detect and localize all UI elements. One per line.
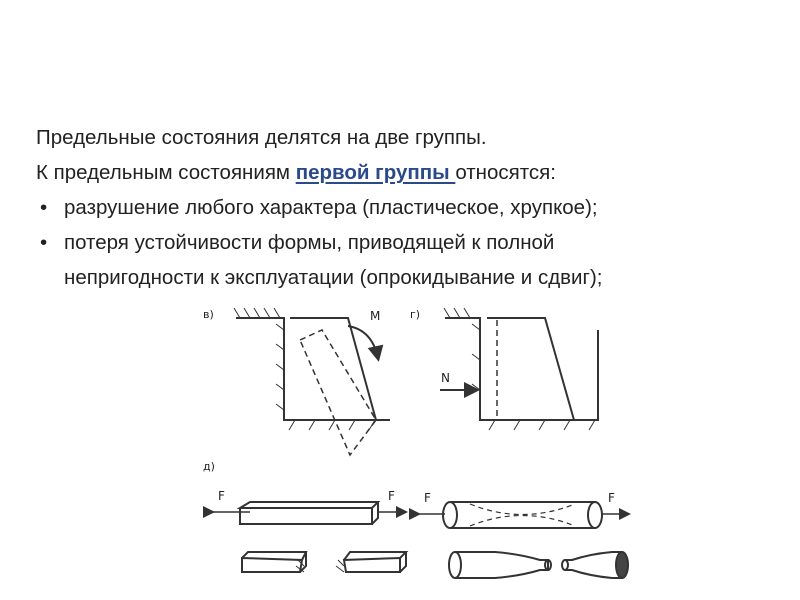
- ground-hatch: [234, 308, 375, 430]
- first-group-link[interactable]: первой группы: [295, 161, 456, 184]
- force-f-label: F: [218, 489, 225, 503]
- group-line-suffix: относятся:: [455, 161, 556, 184]
- panel-overturning: [203, 308, 390, 455]
- panel-rupture: [203, 460, 628, 578]
- panel-label-g: г): [410, 308, 421, 321]
- panel-label-v: в): [203, 308, 214, 321]
- group-line-prefix: К предельным состояниям: [36, 161, 296, 184]
- force-n-label: N: [441, 371, 450, 385]
- bullet-marker: •: [40, 231, 48, 254]
- intro-line: Предельные состояния делятся на две группы.: [36, 126, 487, 149]
- moment-label: M: [370, 309, 381, 323]
- panel-sliding: [410, 308, 598, 430]
- bullet-text: разрушение любого характера (пластическое, хрупкое);: [64, 196, 598, 219]
- bullet-text-continued: непригодности к эксплуатации (опрокидывание и сдвиг);: [64, 266, 603, 289]
- force-f-label: F: [424, 491, 431, 505]
- panel-label-d: д): [203, 460, 215, 473]
- force-f-label: F: [608, 491, 615, 505]
- necking-outline: [470, 504, 575, 526]
- tilted-wall-outline: [300, 330, 376, 455]
- bullet-text: потеря устойчивости формы, приводящей к полной: [64, 231, 555, 254]
- bullet-marker: •: [40, 196, 48, 219]
- force-f-label: F: [388, 489, 395, 503]
